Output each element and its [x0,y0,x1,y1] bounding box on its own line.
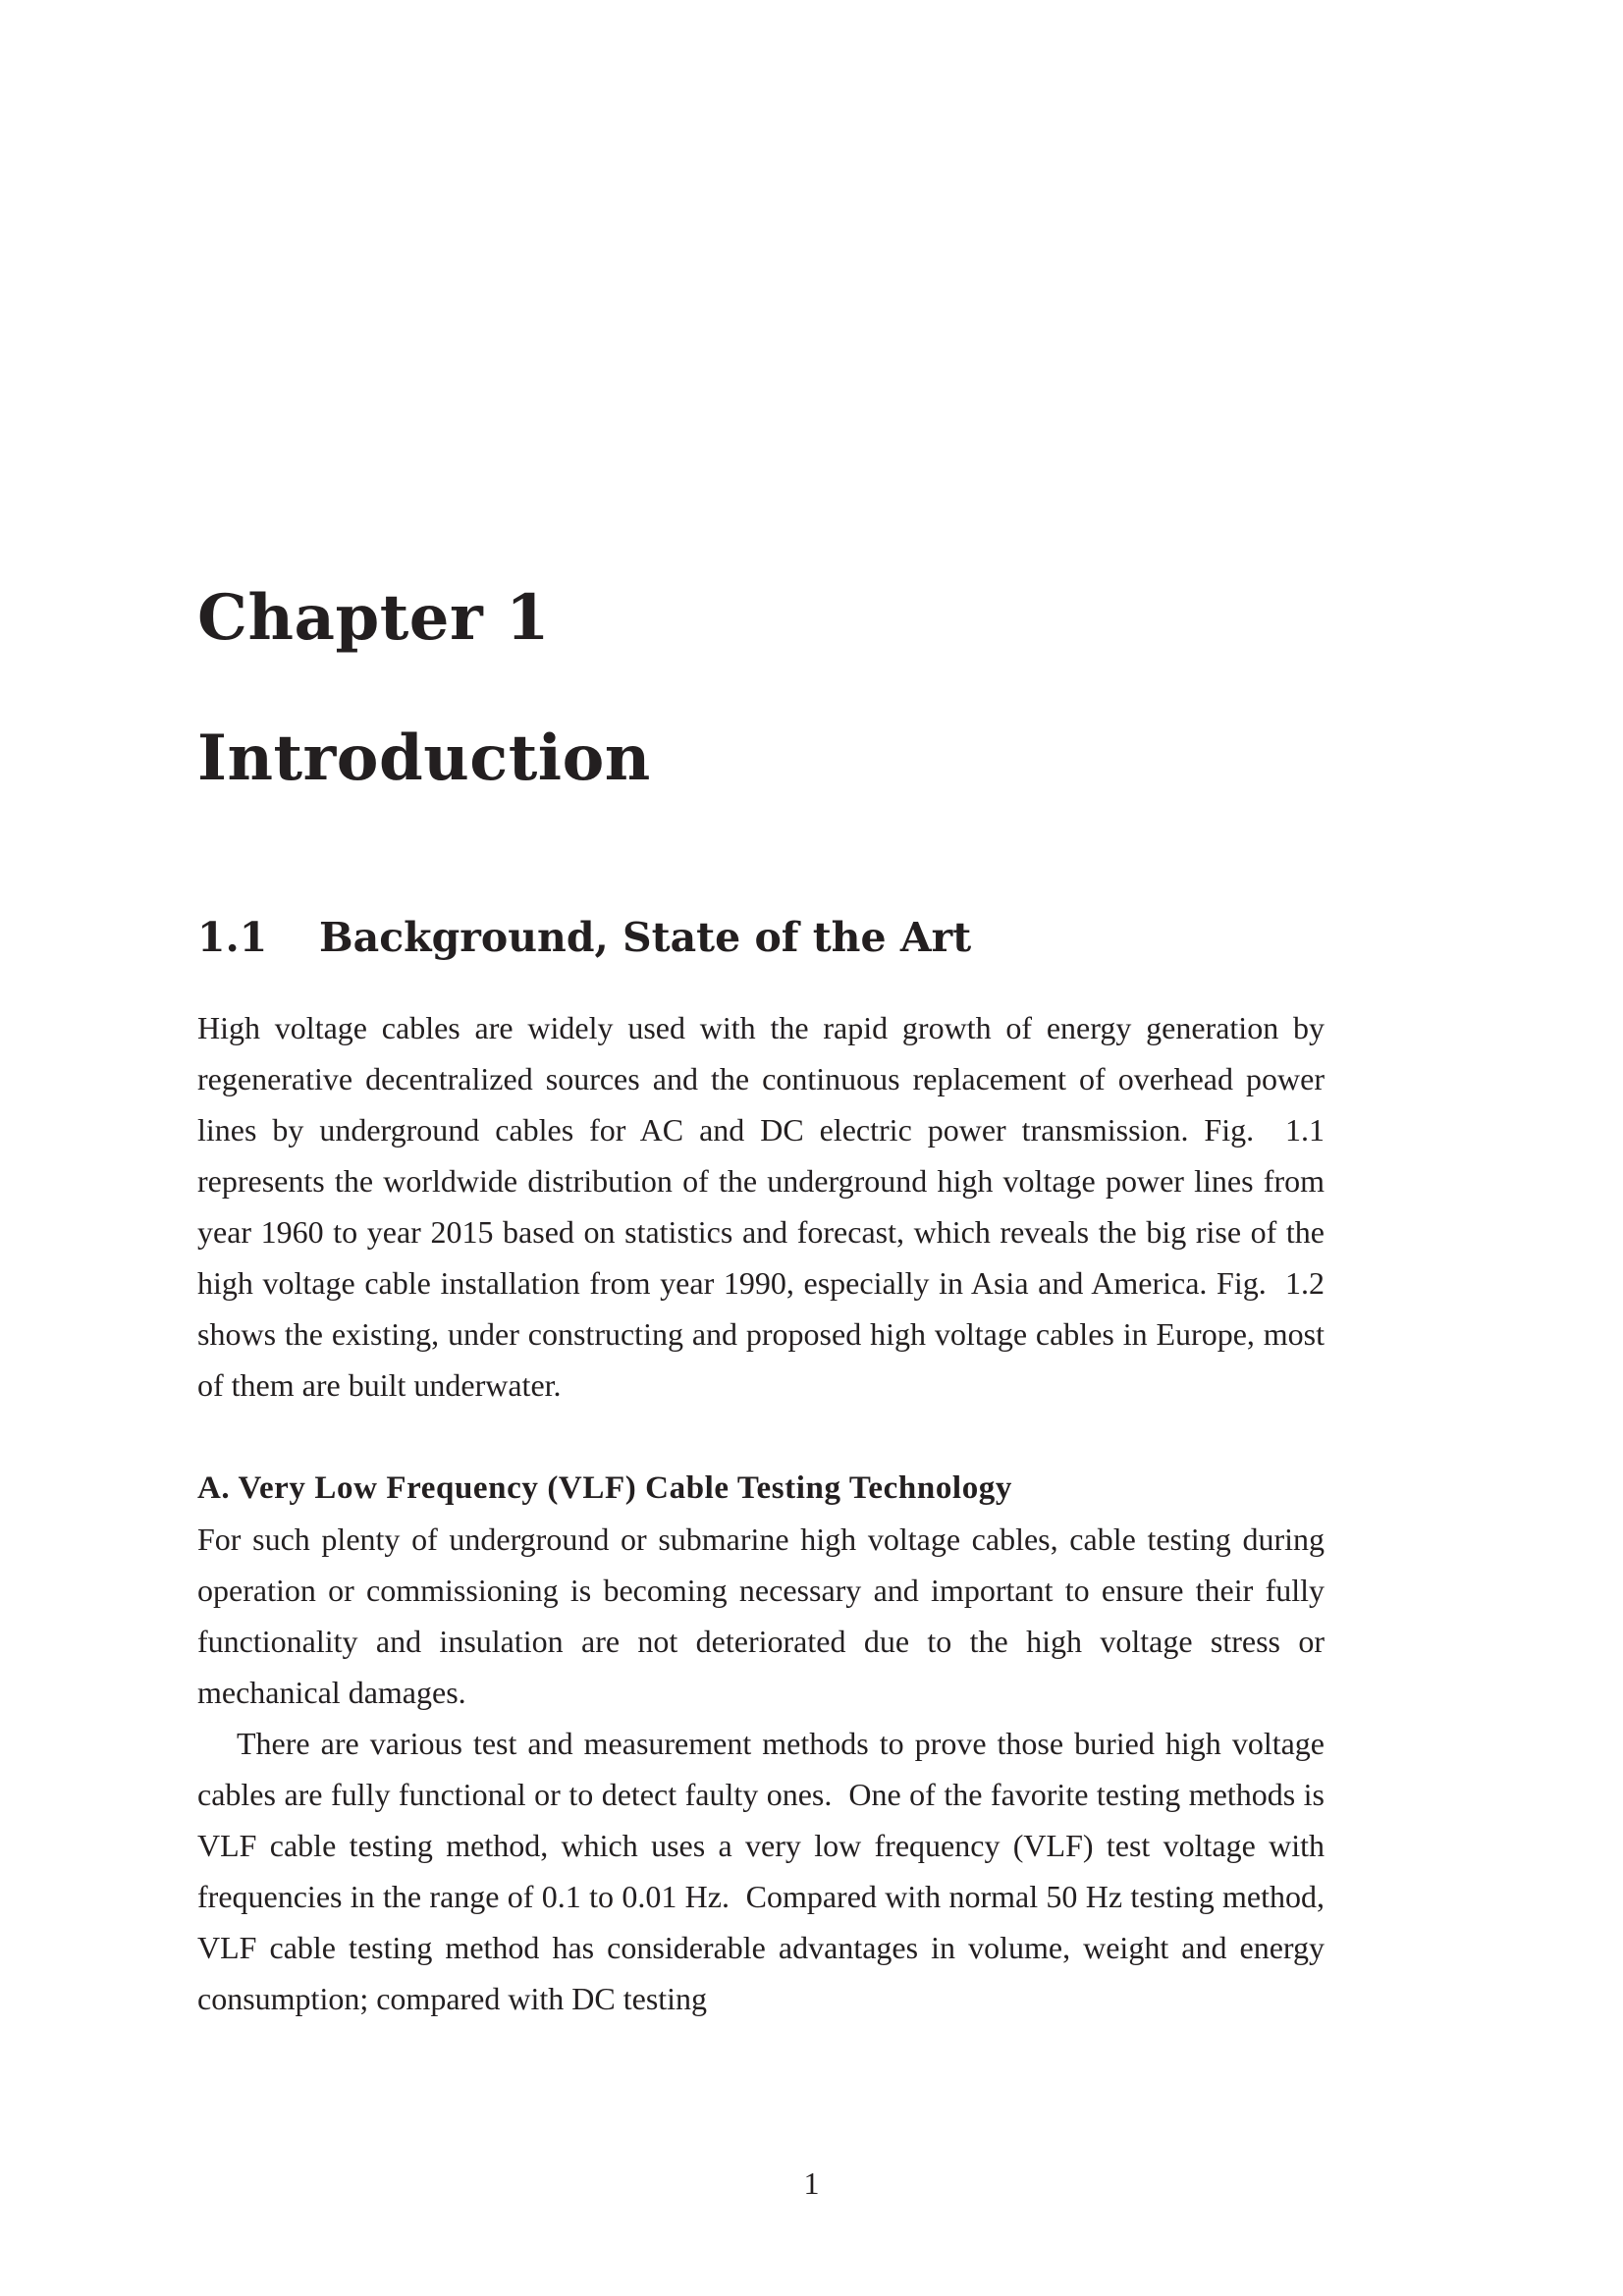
section-number: 1.1 [197,914,268,961]
paragraph-background: High voltage cables are widely used with the rapid growth of energy generation by regenerative decentralized sources and the continuous replacement of overhead power lines by underground cables for AC and DC electric power transmission. Fig. 1.1 represents the worldwide distribution of the underground high voltage power lines from year 1960 to year 2015 based on statistics and forecast, which reveals the big rise of the high voltage cable installation from year 1990, especially in Asia and America. Fig. 1.2 shows the existing, under constructing and proposed high voltage cables in Europe, most of them are built underwater. [197,1010,1325,1403]
page-number: 1 [803,2165,820,2201]
chapter-title: Introduction [197,721,651,795]
subsection-heading: A. Very Low Frequency (VLF) Cable Testing Technology [197,1470,1012,1506]
paragraph-vlf-methods: There are various test and measurement methods to prove those buried high voltage cables are fully functional or to detect faulty ones. One of the favorite testing methods is VLF cable testing method, which uses a very low frequency (VLF) test voltage with frequencies in the range of 0.1 to 0.01 Hz. Compared with normal 50 Hz testing method, VLF cable testing method has considerable advantages in volume, weight and energy consumption; compared with DC testing [197,1726,1325,2016]
paragraph-vlf-intro: For such plenty of underground or submarine high voltage cables, cable testing during operation or commissioning is becoming necessary and important to ensure their fully functionality and insulation are not deteriorated due to the high voltage stress or mechanical damages. [197,1522,1325,1710]
section-title: Background, State of the Art [319,914,972,961]
chapter-label: Chapter 1 [197,581,550,655]
section-heading [197,908,971,967]
